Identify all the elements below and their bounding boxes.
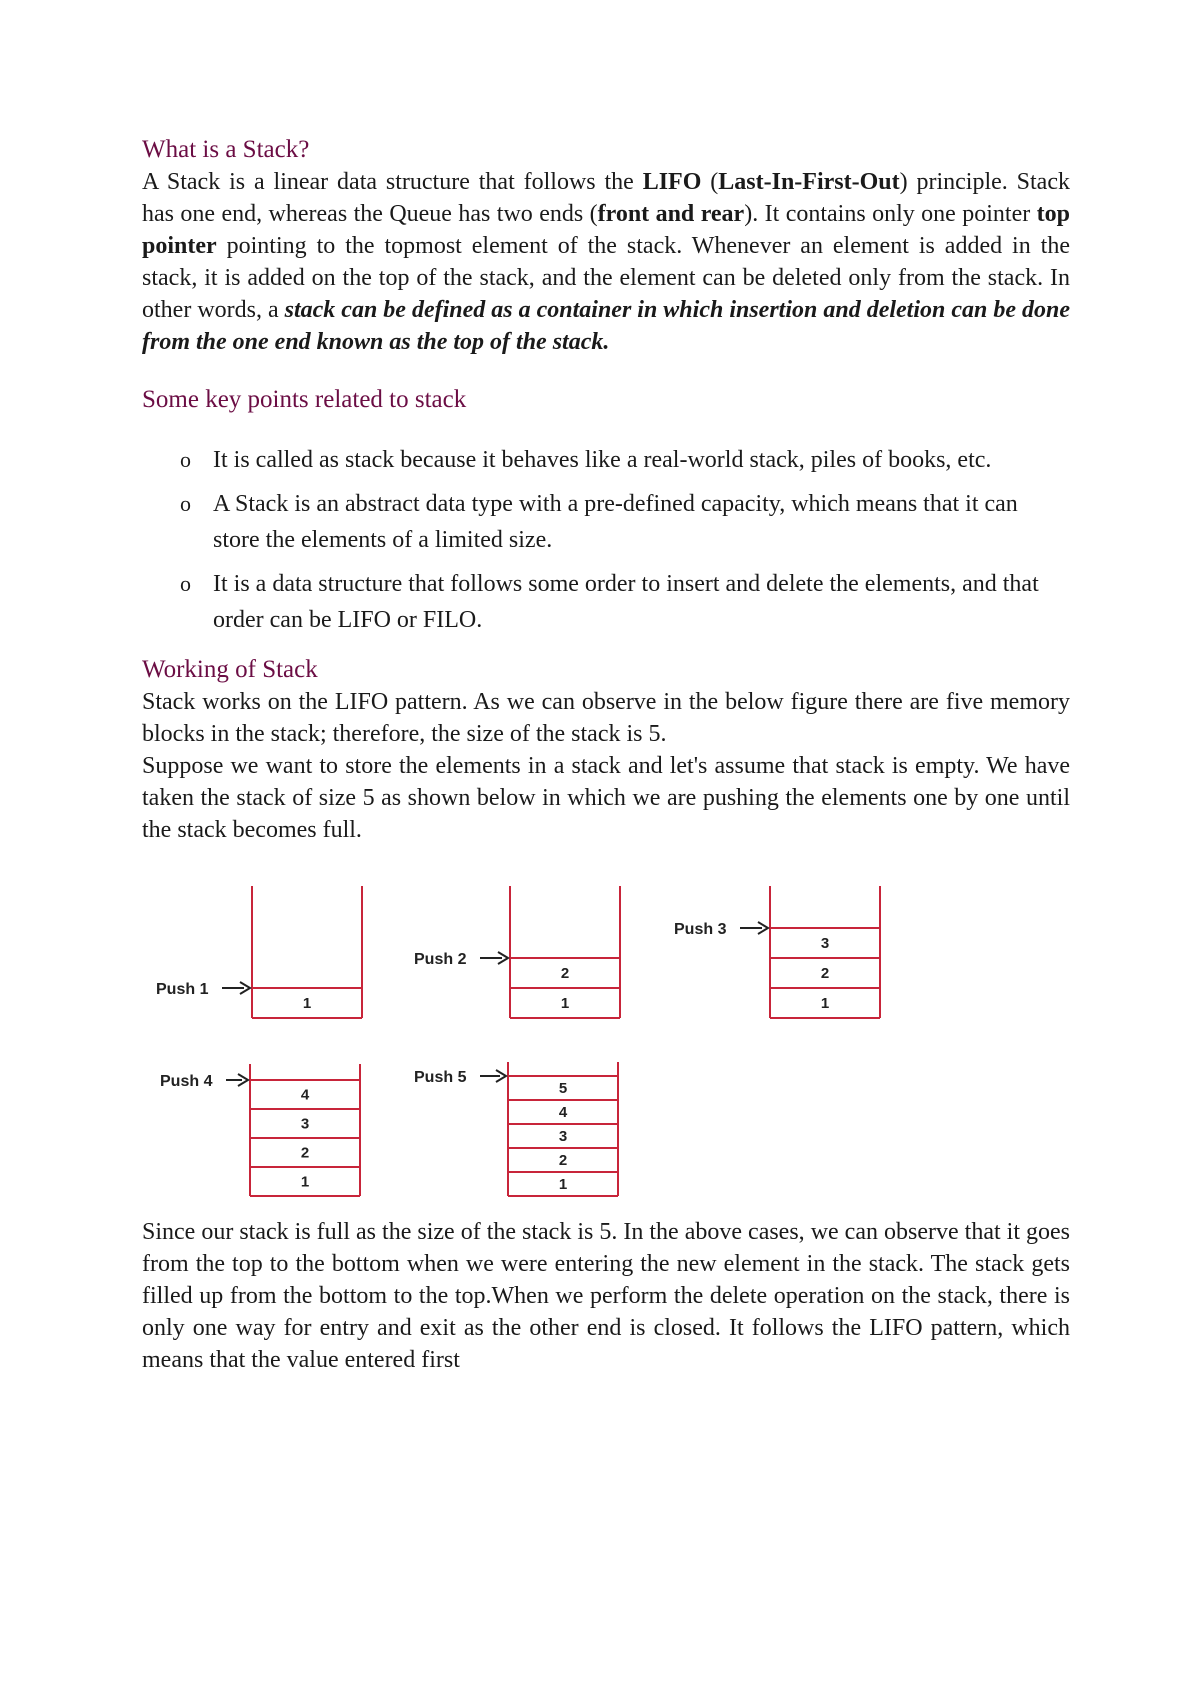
intro-text-5: pointing to the topmost element of the stack. Whenever an element is added in the stack, it is added on the top of the stack, and the element can be deleted only from the stack. In other words, a <box>142 233 1070 323</box>
key-points-list <box>142 442 1070 638</box>
key-points-heading: Some key points related to stack <box>142 386 467 413</box>
intro-bold-lifo: LIFO <box>642 169 702 195</box>
push-label: Push 2 <box>414 951 467 968</box>
stack-cell-value: 4 <box>300 1086 310 1104</box>
list-item <box>142 442 1070 478</box>
key-point-text: It is called as stack because it behaves like a real-world stack, piles of books, etc. <box>213 447 992 473</box>
stack-cell-value: 1 <box>558 1176 568 1193</box>
intro-text-2: ( <box>701 169 719 195</box>
list-item <box>142 486 1070 558</box>
stack-cell-value: 5 <box>558 1080 568 1097</box>
stack-cell-value: 2 <box>820 965 830 982</box>
stack-cell-value: 3 <box>558 1128 568 1145</box>
stack-cell-value: 1 <box>300 1173 310 1191</box>
push-label: Push 4 <box>160 1073 213 1090</box>
stack-cell-value: 2 <box>300 1144 310 1162</box>
stack-diagram <box>142 886 1070 1216</box>
working-of-stack-heading: Working of Stack <box>142 656 318 683</box>
circle-bullet-icon: o <box>180 447 191 472</box>
stack-cell-value: 1 <box>302 995 312 1012</box>
stack-cell-value: 2 <box>560 965 570 982</box>
document-page <box>142 130 1070 1376</box>
intro-bold-front-rear: front and rear <box>597 201 745 227</box>
stack-cell-value: 1 <box>820 995 830 1012</box>
intro-text-3: ) principle. Stack has one end, whereas the Queue has two ends ( <box>142 169 1070 227</box>
intro-text-4: ). It contains only one pointer <box>744 201 1037 227</box>
circle-bullet-icon: o <box>180 571 191 596</box>
stack-cell-value: 3 <box>300 1115 310 1133</box>
intro-bold-last-in-first-out: Last-In-First-Out <box>718 169 900 195</box>
since-paragraph: Since our stack is full as the size of the stack is 5. In the above cases, we can observe that it goes from the top to the bottom when we were entering the new element in the stack. The stack gets filled up from the bottom to the top.When we perform the delete operation on the stack, there is only one way for entry and exit as the other end is closed. It follows the LIFO pattern, which means that the value entered first <box>142 1219 1070 1373</box>
push-label: Push 5 <box>414 1069 467 1086</box>
intro-text-1: A Stack is a linear data structure that follows the <box>142 169 643 195</box>
key-point-text: A Stack is an abstract data type with a pre-defined capacity, which means that it can store the elements of a limited size. <box>213 491 1018 553</box>
intro-bold-top-pointer: top pointer <box>142 201 1070 259</box>
what-is-stack-heading: What is a Stack? <box>142 136 310 163</box>
stack-cell-value: 3 <box>820 935 830 952</box>
circle-bullet-icon: o <box>180 491 191 516</box>
intro-paragraph <box>142 166 1070 358</box>
working-paragraph-1: Stack works on the LIFO pattern. As we can observe in the below figure there are five memory blocks in the stack; therefore, the size of the stack is 5. <box>142 689 1070 747</box>
list-item <box>142 566 1070 638</box>
stack-cell-value: 2 <box>558 1152 568 1169</box>
push-label: Push 3 <box>674 921 727 938</box>
stack-cell-value: 1 <box>560 995 570 1012</box>
stack-push-figure <box>142 886 1070 1216</box>
key-point-text: It is a data structure that follows some order to insert and delete the elements, and that order can be LIFO or FILO. <box>213 571 1039 633</box>
intro-bold-italic-definition: stack can be defined as a container in which insertion and deletion can be done from the one end known as the top of the stack. <box>142 297 1071 355</box>
stack-cell-value: 4 <box>558 1104 568 1121</box>
push-label: Push 1 <box>156 981 209 998</box>
working-paragraph-2: Suppose we want to store the elements in a stack and let's assume that stack is empty. We have taken the stack of size 5 as shown below in which we are pushing the elements one by one until the stack becomes full. <box>142 753 1070 843</box>
